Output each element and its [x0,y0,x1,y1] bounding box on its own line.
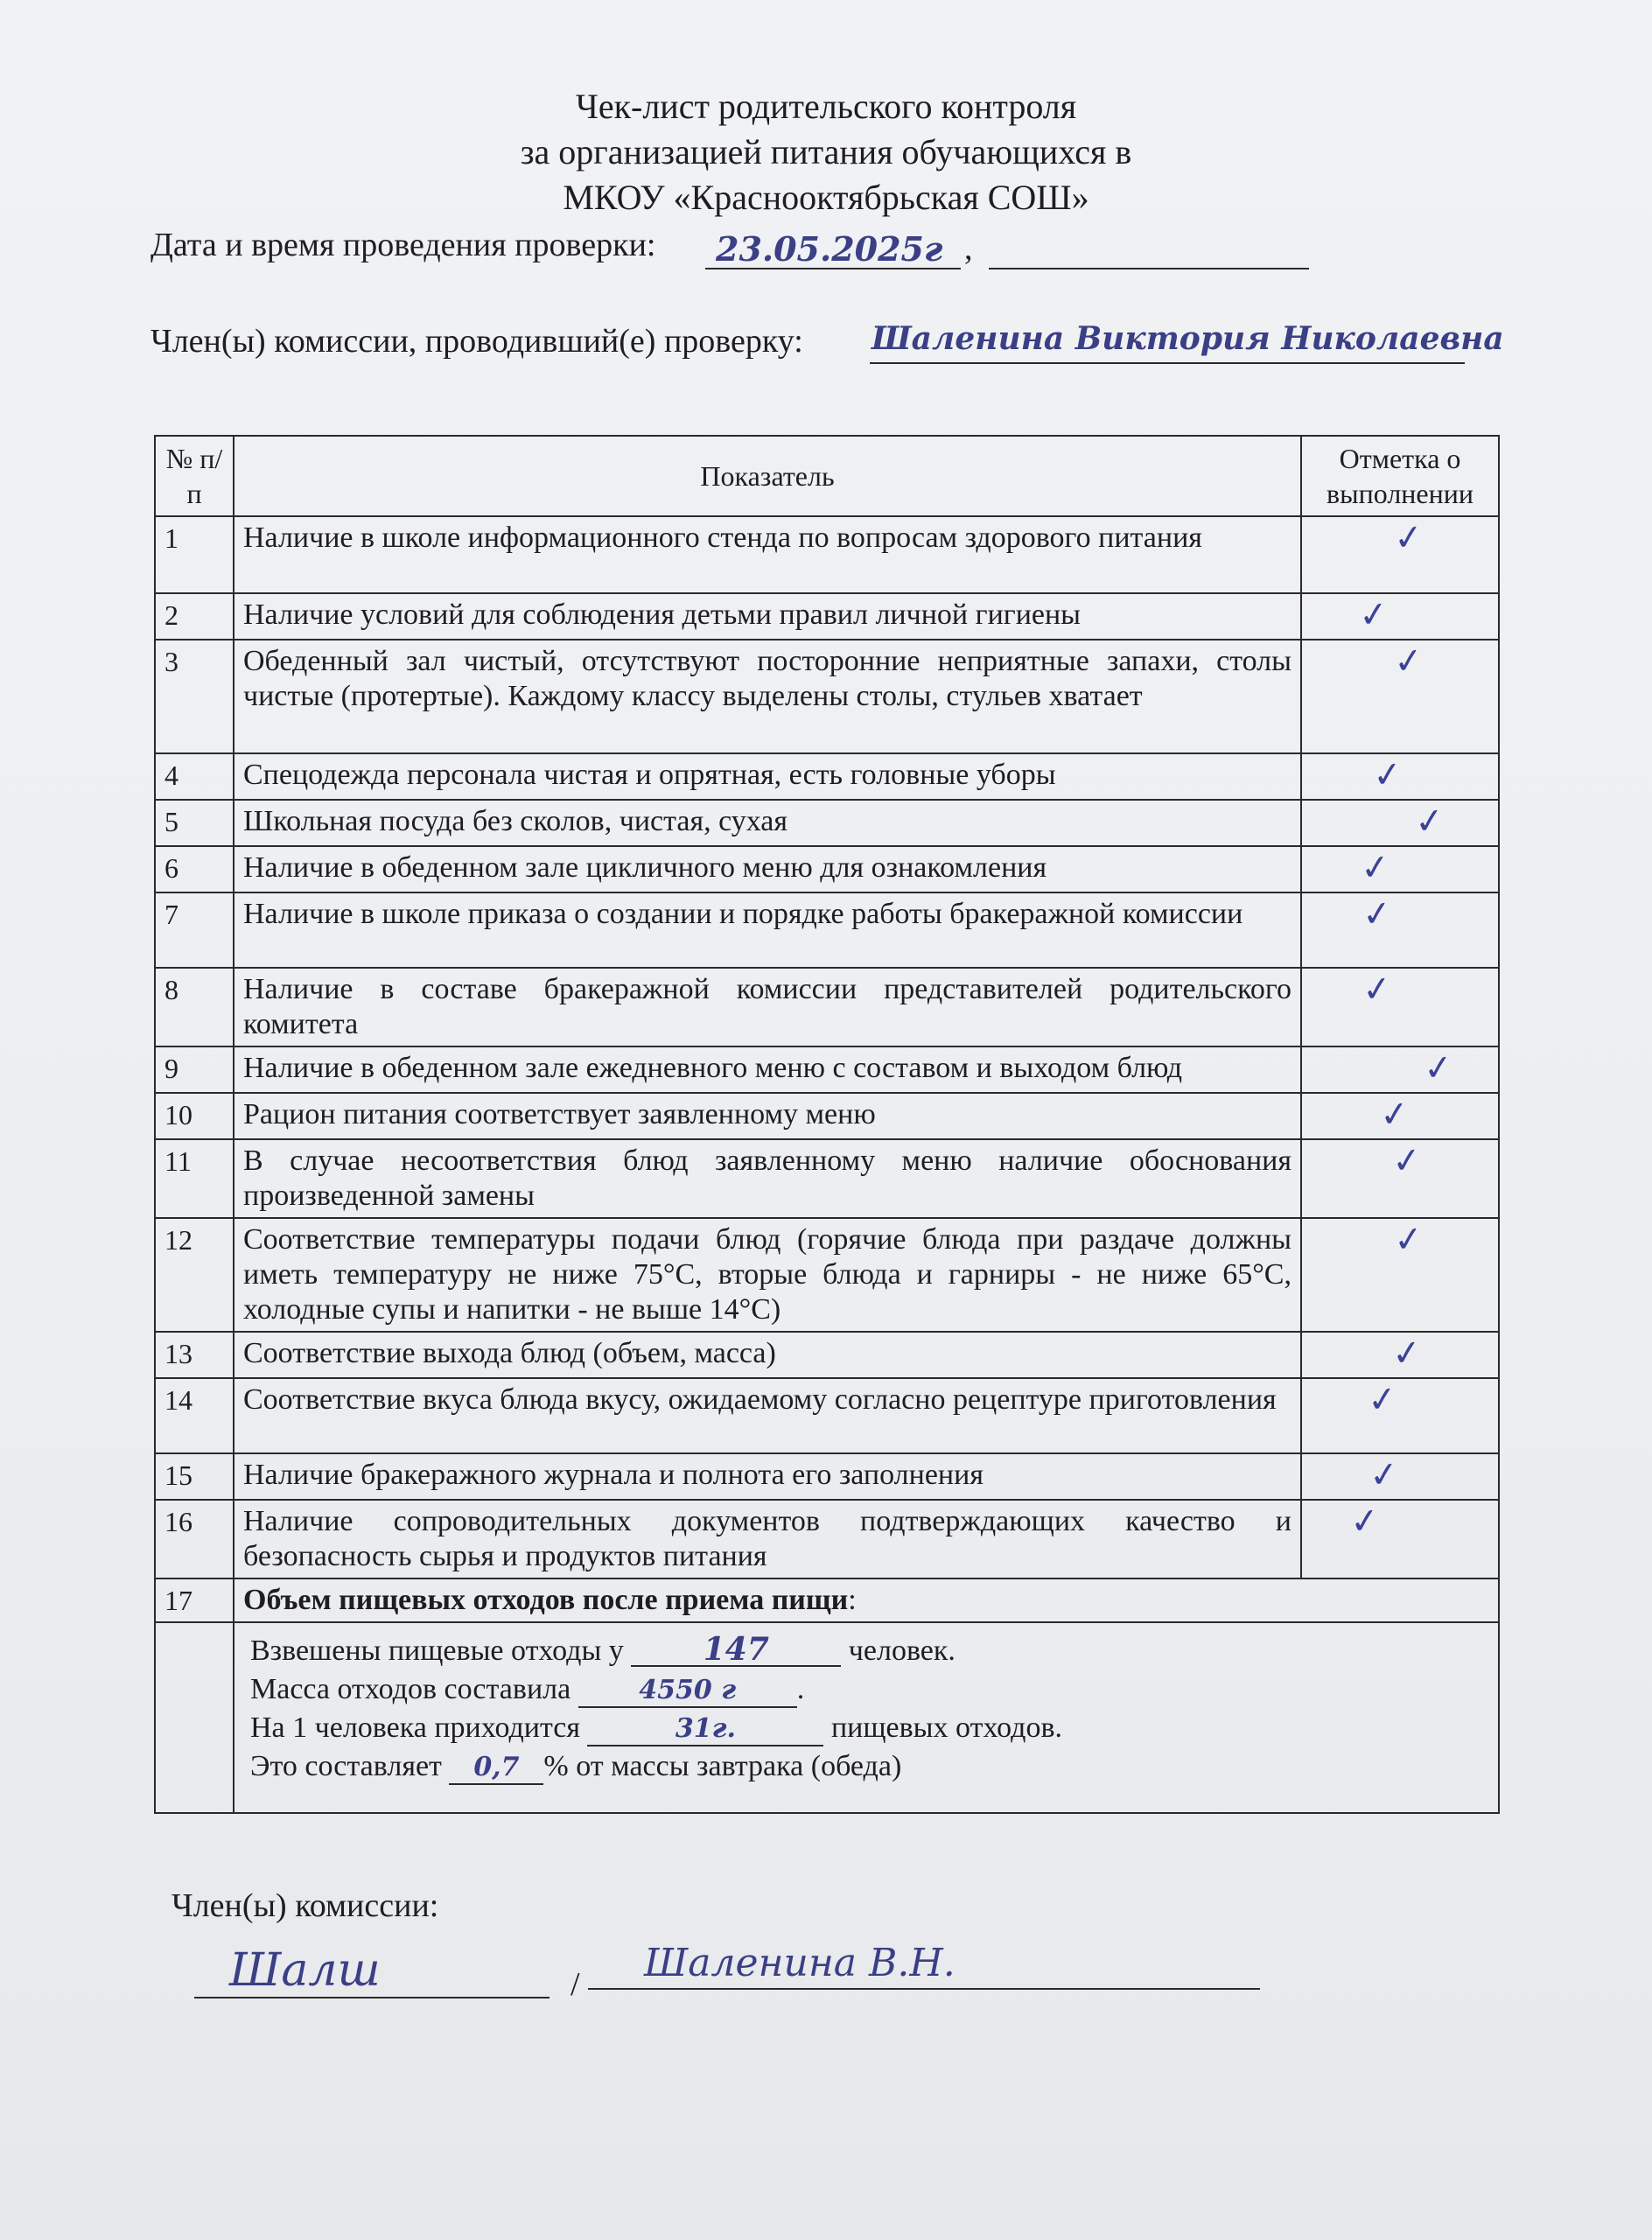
row-indicator: Наличие в школе приказа о создании и порядке работы бракеражной комиссии [234,892,1301,968]
table-row-17 [155,1578,1499,1622]
checkmark-icon: ✓ [1412,800,1447,844]
title-line-1: Чек-лист родительского контроля [575,87,1077,126]
row-num: 4 [155,753,234,800]
row-num: 7 [155,892,234,968]
header-num: № п/п [155,436,234,516]
row-mark [1301,846,1499,892]
checkmark-icon: ✓ [1360,968,1395,1012]
waste-mass-label: Масса отходов составила [250,1673,571,1705]
checkmark-icon: ✓ [1367,1453,1402,1497]
row-num: 6 [155,846,234,892]
member-label: Член(ы) комиссии, проводивший(е) проверку: [150,323,803,360]
time-underline [989,268,1309,270]
waste-percent-label: Это составляет [250,1750,442,1782]
member-underline [870,362,1465,364]
row-num: 10 [155,1093,234,1139]
checkmark-icon: ✓ [1360,892,1395,936]
table-row [155,753,1499,800]
table-header-row [155,436,1499,516]
waste-line-4 [250,1747,1486,1786]
row-indicator: Наличие условий для соблюдения детьми правил личной гигиены [234,593,1301,640]
waste-line-1 [250,1632,1486,1670]
waste-percent-unit: % от массы завтрака (обеда) [543,1750,902,1782]
checkmark-icon: ✓ [1356,593,1391,637]
table-row [155,846,1499,892]
waste-title-colon: : [848,1584,857,1616]
waste-line-3 [250,1709,1486,1747]
row-num: 1 [155,516,234,593]
checkmark-icon: ✓ [1391,640,1426,683]
waste-per-person-label: На 1 человека приходится [250,1712,580,1744]
checkmark-icon: ✓ [1391,1218,1426,1262]
row-mark [1301,1332,1499,1378]
row-num: 16 [155,1500,234,1578]
row-mark [1301,800,1499,846]
signature-separator: / [570,1966,580,2003]
table-row [155,1332,1499,1378]
row-mark [1301,968,1499,1046]
title-line-3: МКОУ «Краснооктябрьская СОШ» [563,178,1089,217]
waste-percent-value: 0,7 [449,1752,543,1785]
waste-mass-dot: . [796,1673,805,1705]
row-indicator: Соответствие выхода блюд (объем, масса) [234,1332,1301,1378]
date-label: Дата и время проведения проверки: [150,227,656,263]
table-row [155,1500,1499,1578]
row-indicator: Школьная посуда без сколов, чистая, сухая [234,800,1301,846]
row-num: 3 [155,640,234,753]
waste-people-unit: человек. [848,1634,956,1667]
row-indicator: Наличие в обеденном зале ежедневного меню с составом и выходом блюд [234,1046,1301,1093]
row-mark [1301,1218,1499,1332]
checklist-rows [155,516,1499,1578]
checklist-table [154,435,1500,1814]
row-mark [1301,1046,1499,1093]
waste-per-person-unit: пищевых отходов. [830,1712,1063,1744]
checkmark-icon: ✓ [1390,1332,1424,1376]
date-separator: , [964,230,973,267]
row-indicator: Наличие в составе бракеражной комиссии представителей родительского комитета [234,968,1301,1046]
row-indicator: Соответствие вкуса блюда вкусу, ожидаемому согласно рецептуре приготовления [234,1378,1301,1453]
row-mark [1301,892,1499,968]
header-indicator: Показатель [234,436,1301,516]
row-indicator: Соответствие температуры подачи блюд (горячие блюда при раздаче должны иметь температуру не ниже 75°С, вторые блюда и гарниры - не ниже 65°С, холодные супы и напитки - не выше 14°С) [234,1218,1301,1332]
row-num: 12 [155,1218,234,1332]
waste-num-empty [155,1622,234,1813]
row-mark [1301,1139,1499,1218]
row-mark [1301,1093,1499,1139]
waste-people-label: Взвешены пищевые отходы у [250,1634,624,1667]
checkmark-icon: ✓ [1421,1046,1456,1090]
signature-name-underline [588,1988,1260,1990]
checkmark-icon: ✓ [1377,1093,1412,1137]
row-indicator: Наличие в обеденном зале цикличного меню для ознакомления [234,846,1301,892]
row-indicator: Наличие бракеражного журнала и полнота его заполнения [234,1453,1301,1500]
members-label: Член(ы) комиссии: [172,1887,439,1924]
table-row [155,968,1499,1046]
table-row [155,1046,1499,1093]
table-row [155,640,1499,753]
table-row [155,1218,1499,1332]
table-row [155,1453,1499,1500]
row-mark [1301,593,1499,640]
row-mark [1301,640,1499,753]
row-num: 11 [155,1139,234,1218]
row-num: 17 [155,1578,234,1622]
waste-people-value: 147 [631,1634,841,1667]
header-mark: Отметка о выполнении [1301,436,1499,516]
row-num: 13 [155,1332,234,1378]
row-num: 8 [155,968,234,1046]
row-num: 15 [155,1453,234,1500]
table-row [155,1139,1499,1218]
waste-details [234,1622,1499,1813]
title-line-2: за организацией питания обучающихся в [520,132,1132,172]
table-row [155,516,1499,593]
signature: Шалш [229,1944,381,1997]
waste-mass-value: 4550 г [578,1675,797,1708]
row-num: 5 [155,800,234,846]
table-row [155,593,1499,640]
row-indicator: Спецодежда персонала чистая и опрятная, есть головные уборы [234,753,1301,800]
row-indicator: В случае несоответствия блюд заявленному меню наличие обоснования произведенной замены [234,1139,1301,1218]
table-row [155,1093,1499,1139]
waste-title-text: Объем пищевых отходов после приема пищи [243,1584,849,1616]
row-indicator: Рацион питания соответствует заявленному меню [234,1093,1301,1139]
row-indicator: Наличие сопроводительных документов подтверждающих качество и безопасность сырья и продуктов питания [234,1500,1301,1578]
table-row [155,892,1499,968]
row-mark [1301,1500,1499,1578]
signature-underline [194,1997,550,1998]
row-mark [1301,753,1499,800]
row-indicator: Обеденный зал чистый, отсутствуют посторонние неприятные запахи, столы чистые (протертые). Каждому классу выделены столы, стульев хватает [234,640,1301,753]
waste-per-person-value: 31г. [587,1713,823,1746]
signature-name: Шаленина В.Н. [644,1941,956,1985]
waste-line-2 [250,1670,1486,1709]
checkmark-icon: ✓ [1358,846,1393,890]
row-num: 14 [155,1378,234,1453]
checkmark-icon: ✓ [1390,1139,1424,1183]
checkmark-icon: ✓ [1391,516,1426,560]
member-value: Шаленина Виктория Николаевна [872,320,1504,357]
waste-details-row [155,1622,1499,1813]
checkmark-icon: ✓ [1370,753,1405,797]
waste-title [234,1578,1499,1622]
row-mark [1301,1453,1499,1500]
row-mark [1301,1378,1499,1453]
table-row [155,1378,1499,1453]
table-row [155,800,1499,846]
checkmark-icon: ✓ [1348,1500,1382,1544]
row-mark [1301,516,1499,593]
checkmark-icon: ✓ [1365,1378,1400,1422]
date-value: 23.05.2025г [716,229,943,269]
row-indicator: Наличие в школе информационного стенда по вопросам здорового питания [234,516,1301,593]
row-num: 2 [155,593,234,640]
row-num: 9 [155,1046,234,1093]
